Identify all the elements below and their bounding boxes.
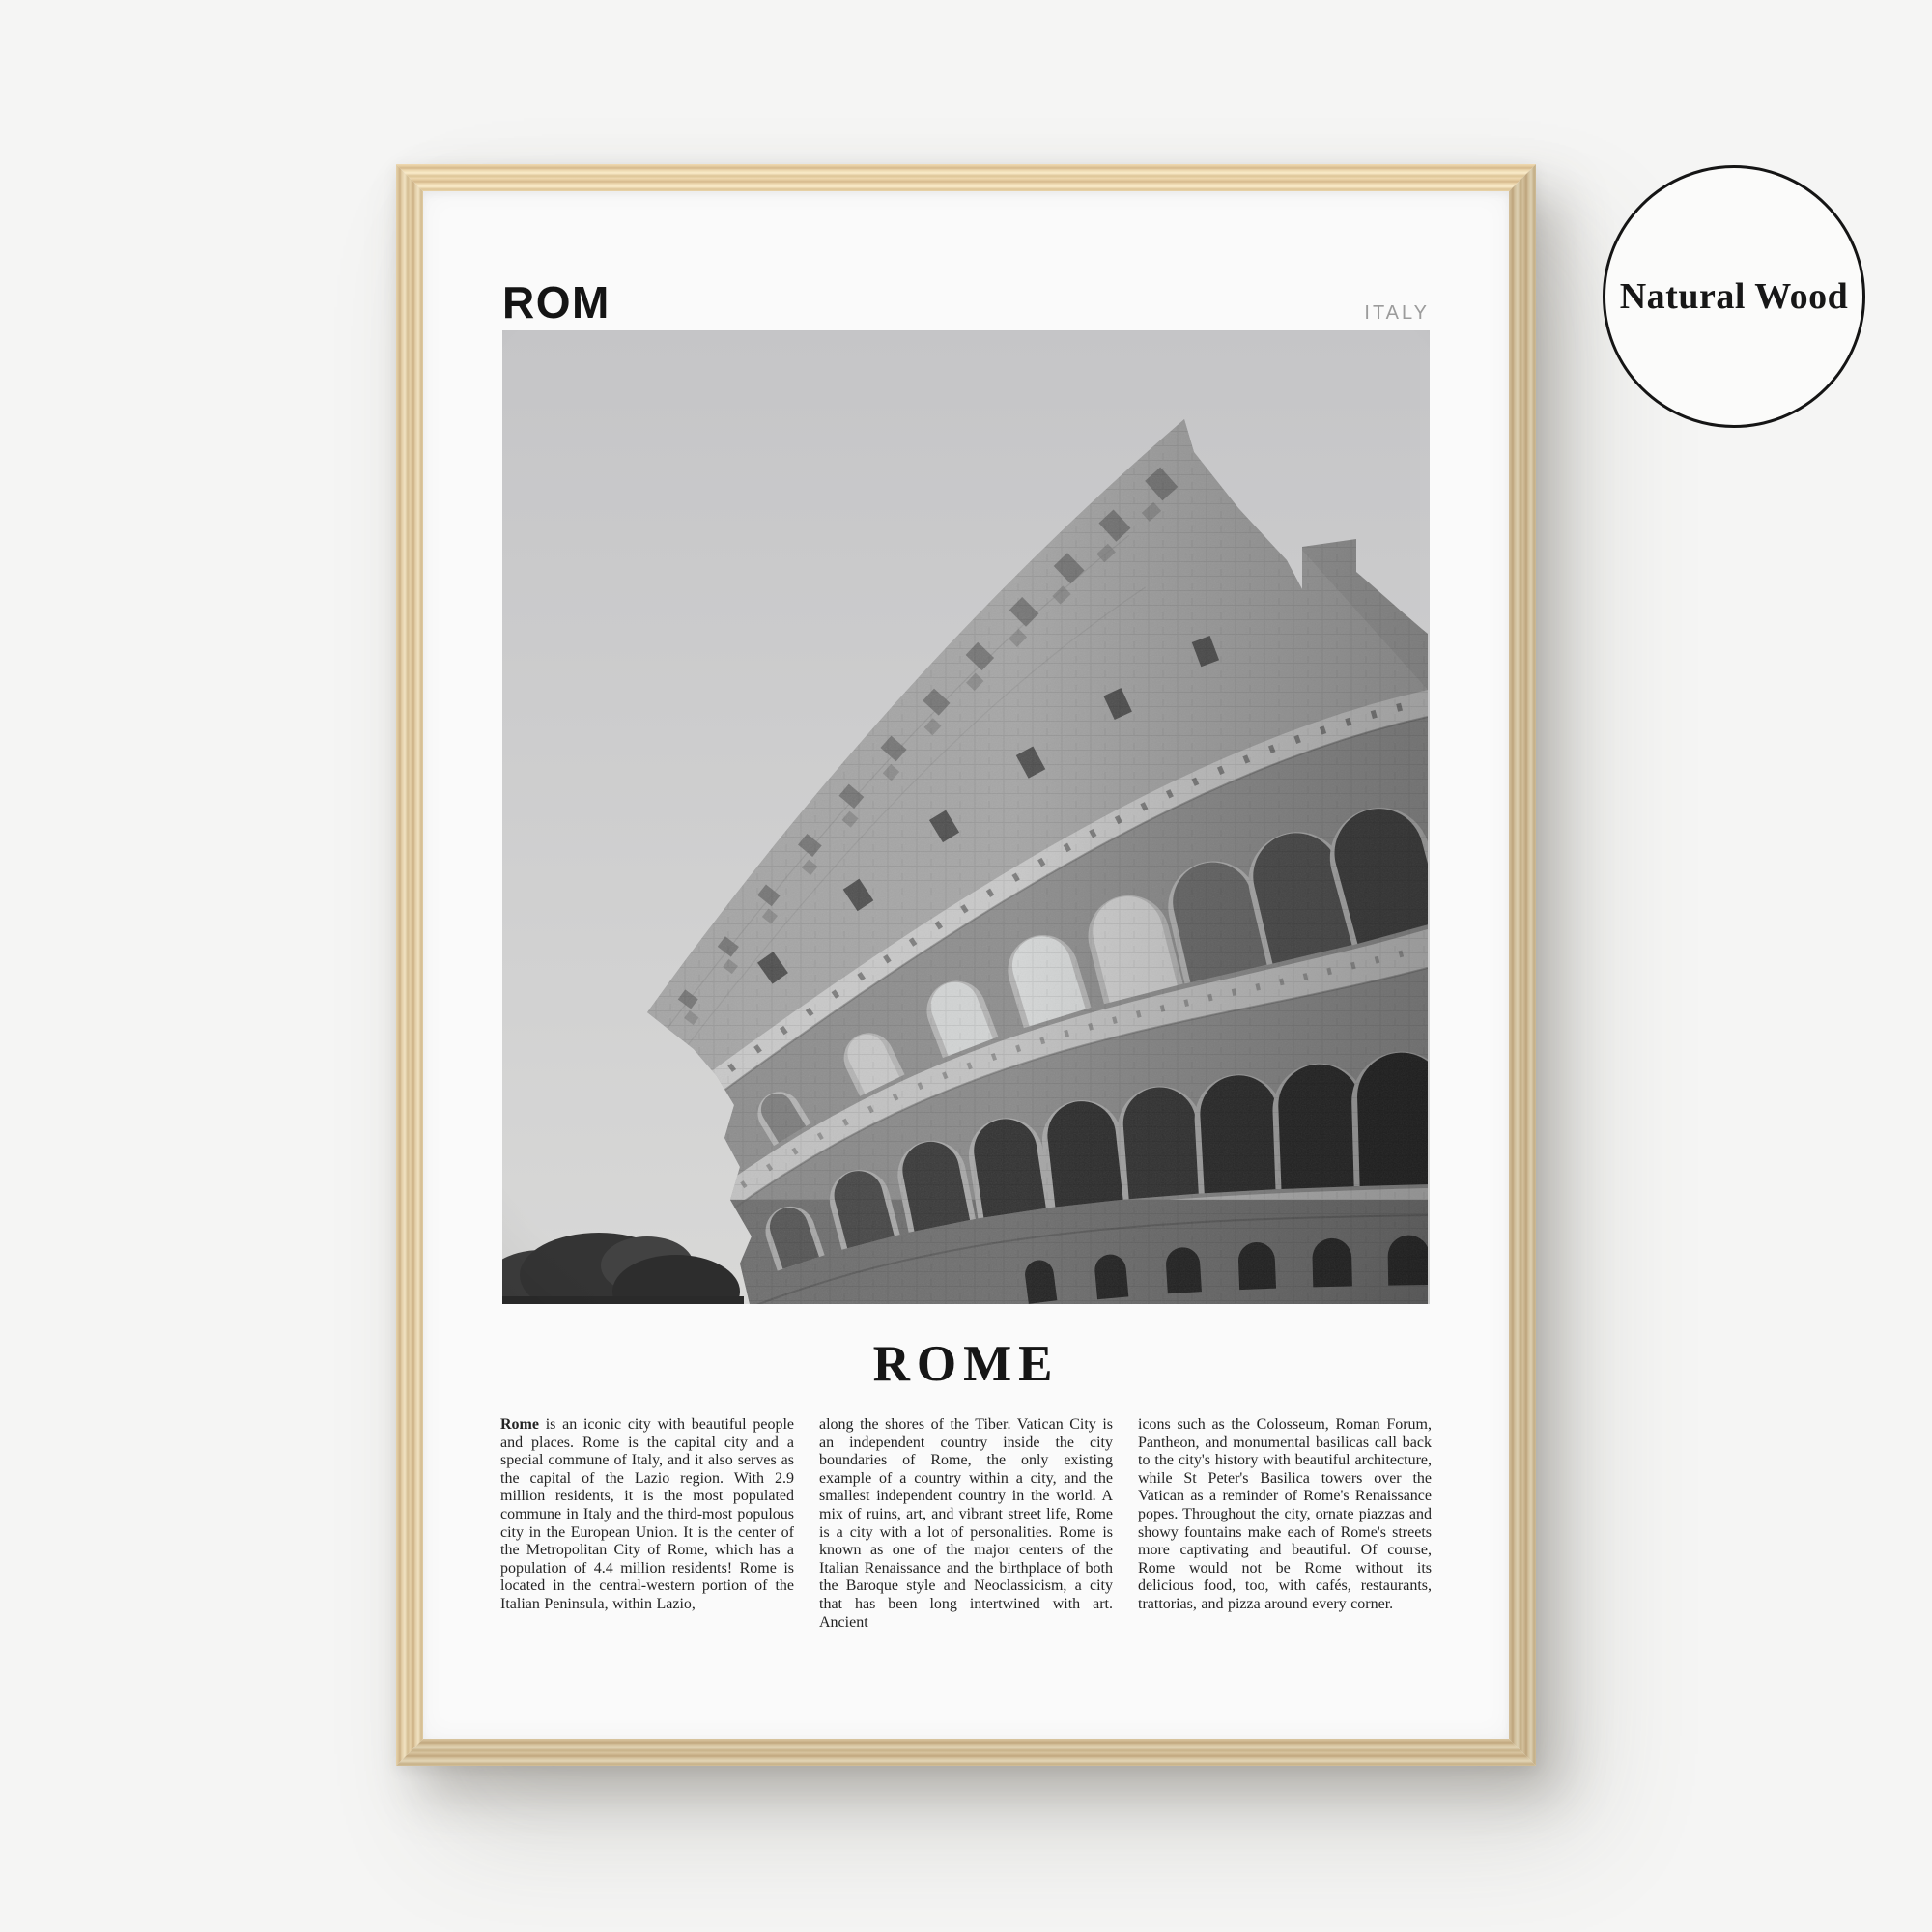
country-label: ITALY: [1364, 302, 1430, 324]
frame-bar-left: [396, 164, 423, 1766]
body-lead: Rome: [500, 1416, 539, 1433]
poster-body: [500, 1416, 1432, 1665]
poster-header: [502, 277, 1430, 327]
poster-paper: [423, 191, 1509, 1739]
frame-bar-right: [1509, 164, 1536, 1766]
material-badge-label: Natural Wood: [1619, 276, 1849, 317]
colosseum-illustration: [502, 330, 1430, 1304]
body-column-2: along the shores of the Tiber. Vatican City is an independent country inside the city boundaries of Rome, the only existing example of a country within a city, and the smallest independent country in the world. A mix of ruins, art, and vibrant street life, Rome is a city with a lot of personalities. Rome is known as one of the major centers of the Italian Renaissance and the birthplace of both the Baroque style and Neoclassicism, a city that has been long intertwined with art. Ancient: [819, 1416, 1113, 1631]
vignette: [502, 330, 1430, 1304]
poster-title: ROME: [872, 1336, 1060, 1392]
frame-bar-bottom: [396, 1739, 1536, 1766]
body-column-3: icons such as the Colosseum, Roman Forum, Pantheon, and monumental basilicas call back to the city's history with beautiful architecture, while St Peter's Basilica towers over the Vatican as a reminder of Rome's Renaissance popes. Throughout the city, ornate piazzas and showy fountains make each of Rome's streets more captivating and beautiful. Of course, Rome would not be Rome without its delicious food, too, with cafés, restaurants, trattorias, and pizza around every corner.: [1138, 1416, 1432, 1612]
body-column-1: Rome is an iconic city with beautiful people and places. Rome is the capital city and a special commune of Italy, and it also serves as the capital of the Lazio region. With 2.9 million residents, it is the most populated commune in Italy and the third-most populous city in the European Union. It is the center of the Metropolitan City of Rome, which has a population of 4.4 million residents! Rome is located in the central-western portion of the Italian Peninsula, within Lazio,: [500, 1416, 794, 1612]
frame-bar-top: [396, 164, 1536, 191]
material-badge: [1603, 165, 1865, 428]
picture-frame: [396, 164, 1536, 1766]
colosseum-photo: [502, 330, 1430, 1304]
city-short-title: ROM: [502, 277, 611, 327]
